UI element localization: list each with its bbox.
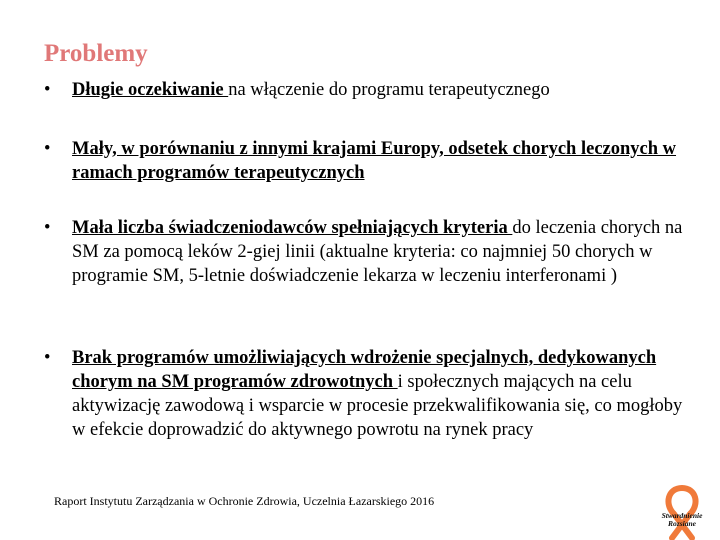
bullet-text [72, 346, 684, 442]
bullet-item [44, 137, 684, 185]
bullet-dot: • [44, 218, 51, 238]
bullet-rest: do leczenia chorych na SM za pomocą leków 2-giej linii (aktualne kryteria: co najmniej 50 chorych w programie SM, 5-letnie doświadczenie lekarza w leczeniu interferonami ) [72, 218, 683, 286]
bullet-rest: na włączenie do programu terapeutycznego [228, 80, 550, 100]
bullet-emphasis: Brak programów umożliwiających wdrożenie specjalnych, dedykowanych chorym na SM programów zdrowotnych [72, 348, 657, 392]
bullet-dot: • [44, 139, 51, 159]
slide-title: Problemy [44, 40, 148, 67]
bullet-dot: • [44, 348, 51, 368]
bullet-item [44, 346, 684, 442]
bullet-text [72, 78, 684, 102]
bullet-item [44, 78, 684, 102]
bullet-rest: i społecznych mających na celu aktywizację zawodową i wsparcie w procesie przekwalifikowania się, co mogłoby w efekcie doprowadzić do aktywnego powrotu na rynek pracy [72, 372, 683, 440]
bullet-dot: • [44, 80, 51, 100]
bullet-text [72, 137, 684, 185]
bullet-text [72, 216, 684, 288]
bullet-item [44, 216, 684, 288]
source-footnote: Raport Instytutu Zarządzania w Ochronie Zdrowia, Uczelnia Łazarskiego 2016 [54, 494, 435, 508]
bullet-emphasis: Mała liczba świadczeniodawców spełniających kryteria [72, 218, 513, 238]
ribbon-logo-icon [650, 484, 714, 540]
logo-text-line2: Rozsiane [668, 519, 696, 528]
bullet-emphasis: Długie oczekiwanie [72, 80, 229, 100]
logo-text-line1: Stwardnienie [661, 511, 703, 520]
bullet-emphasis: Mały, w porównaniu z innymi krajami Europy, odsetek chorych leczonych w ramach programów terapeutycznych [72, 139, 677, 183]
